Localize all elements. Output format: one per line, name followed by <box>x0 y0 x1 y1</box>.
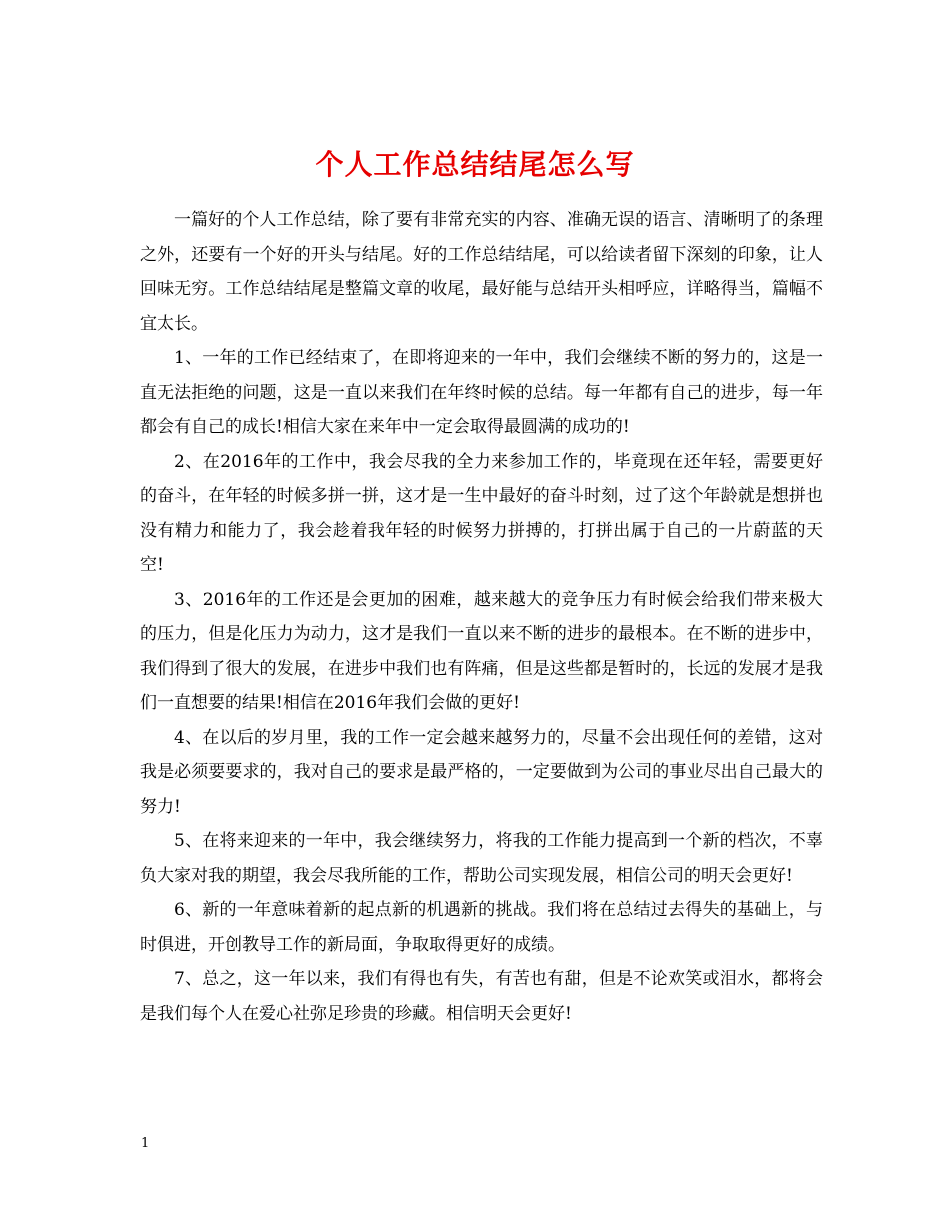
intro-paragraph: 一篇好的个人工作总结，除了要有非常充实的内容、准确无误的语言、清晰明了的条理之外，还要有一个好的开头与结尾。好的工作总结结尾，可以给读者留下深刻的印象，让人回味无穷。工作总结结尾是整篇文章的收尾，最好能与总结开头相呼应，详略得当，篇幅不宜太长。 <box>140 210 823 334</box>
page-number: 1 <box>141 1136 150 1151</box>
paragraph-5: 5、在将来迎来的一年中，我会继续努力，将我的工作能力提高到一个新的档次，不辜负大家对我的期望，我会尽我所能的工作，帮助公司实现发展，相信公司的明天会更好! <box>140 831 823 886</box>
paragraph-2: 2、在2016年的工作中，我会尽我的全力来参加工作的，毕竟现在还年轻，需要更好的奋斗，在年轻的时候多拼一拼，这才是一生中最好的奋斗时刻，过了这个年龄就是想拼也没有精力和能力了，我会趁着我年轻的时候努力拼搏的，打拼出属于自己的一片蔚蓝的天空! <box>140 451 823 575</box>
paragraph-1: 1、一年的工作已经结束了，在即将迎来的一年中，我们会继续不断的努力的，这是一直无法拒绝的问题，这是一直以来我们在年终时候的总结。每一年都有自己的进步，每一年都会有自己的成长!相信大家在来年中一定会取得最圆满的成功的! <box>140 348 823 437</box>
document-body <box>140 203 823 1031</box>
paragraph-3: 3、2016年的工作还是会更加的困难，越来越大的竞争压力有时候会给我们带来极大的压力，但是化压力为动力，这才是我们一直以来不断的进步的最根本。在不断的进步中，我们得到了很大的发展，在进步中我们也有阵痛，但是这些都是暂时的，长远的发展才是我们一直想要的结果!相信在2016年我们会做的更好! <box>140 589 823 713</box>
paragraph-6: 6、新的一年意味着新的起点新的机遇新的挑战。我们将在总结过去得失的基础上，与时俱进，开创教导工作的新局面，争取取得更好的成绩。 <box>140 900 823 955</box>
document-title: 个人工作总结结尾怎么写 <box>315 147 635 181</box>
paragraph-4: 4、在以后的岁月里，我的工作一定会越来越努力的，尽量不会出现任何的差错，这对我是必须要要求的，我对自己的要求是最严格的，一定要做到为公司的事业尽出自己最大的努力! <box>140 727 823 817</box>
paragraph-7: 7、总之，这一年以来，我们有得也有失，有苦也有甜，但是不论欢笑或泪水，都将会是我们每个人在爱心社弥足珍贵的珍藏。相信明天会更好! <box>140 969 823 1024</box>
